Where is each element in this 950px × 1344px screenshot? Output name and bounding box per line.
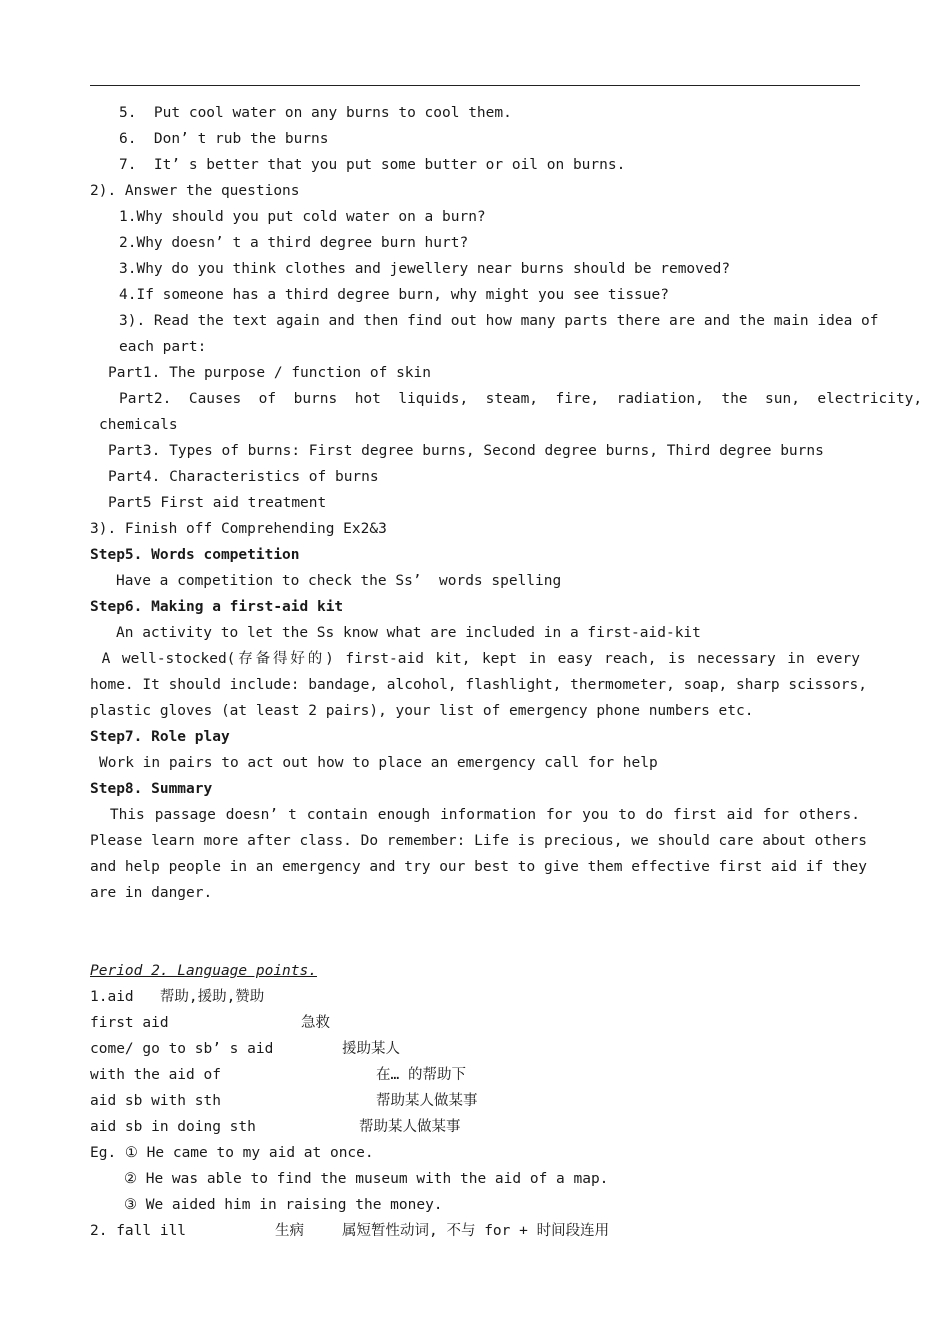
paragraph-line: This passage doesn’ t contain enough information for you to do first aid for others. [90, 807, 860, 823]
vocab-head: 1.aid 帮助,援助,赞助 [90, 989, 265, 1005]
step-text: An activity to let the Ss know what are included in a first-aid-kit [116, 625, 701, 641]
step-text: Work in pairs to act out how to place an emergency call for help [99, 755, 658, 771]
step-heading: Step6. Making a first-aid kit [90, 599, 344, 615]
paragraph-line: are in danger. [90, 885, 213, 901]
part-item: Part4. Characteristics of burns [108, 469, 379, 485]
step-heading: Step8. Summary [90, 781, 213, 797]
phrase-cn: 帮助某人做某事 [359, 1119, 461, 1135]
phrase-cn: 帮助某人做某事 [376, 1093, 478, 1109]
step-heading: Step5. Words competition [90, 547, 300, 563]
phrase-en: come/ go to sb’ s aid [90, 1041, 274, 1057]
section-heading: 3). Finish off Comprehending Ex2&3 [90, 521, 387, 537]
example: ② He was able to find the museum with the aid of a map. [124, 1171, 609, 1187]
question: 3.Why do you think clothes and jewellery near burns should be removed? [119, 261, 731, 277]
phrase-cn: 生病 [275, 1223, 304, 1239]
question: 2.Why doesn’ t a third degree burn hurt? [119, 235, 469, 251]
question: 1.Why should you put cold water on a burn? [119, 209, 486, 225]
part-item: Part1. The purpose / function of skin [108, 365, 432, 381]
phrase-cn: 在… 的帮助下 [376, 1067, 466, 1083]
phrase-en: first aid [90, 1015, 169, 1031]
example: Eg. ① He came to my aid at once. [90, 1145, 374, 1161]
phrase-en: aid sb with sth [90, 1093, 221, 1109]
instruction: each part: [119, 339, 207, 355]
part-item: chemicals [99, 417, 178, 433]
phrase-note: 属短暂性动词, 不与 for + 时间段连用 [342, 1223, 610, 1239]
paragraph-line: and help people in an emergency and try our best to give them effective first aid if they [90, 859, 867, 875]
part-item: Part3. Types of burns: First degree burns, Second degree burns, Third degree burns [108, 443, 824, 459]
part-item: Part5 First aid treatment [108, 495, 327, 511]
phrase-cn: 急救 [301, 1015, 330, 1031]
phrase-en: aid sb in doing sth [90, 1119, 256, 1135]
paragraph-line: A well-stocked(存备得好的) first-aid kit, kept in easy reach, is necessary in every [90, 651, 860, 667]
list-item: 5. Put cool water on any burns to cool them. [119, 105, 512, 121]
phrase-cn: 援助某人 [342, 1041, 400, 1057]
phrase-en: 2. fall ill [90, 1223, 187, 1239]
example: ③ We aided him in raising the money. [124, 1197, 443, 1213]
phrase-en: with the aid of [90, 1067, 221, 1083]
instruction: 3). Read the text again and then find out how many parts there are and the main idea of [119, 313, 879, 329]
question: 4.If someone has a third degree burn, why might you see tissue? [119, 287, 669, 303]
list-item: 7. It’ s better that you put some butter or oil on burns. [119, 157, 626, 173]
period-title: Period 2. Language points. [90, 963, 317, 979]
paragraph-line: plastic gloves (at least 2 pairs), your list of emergency phone numbers etc. [90, 703, 754, 719]
part-item: Part2. Causes of burns hot liquids, steam, fire, radiation, the sun, electricity, [119, 391, 923, 407]
header-rule [90, 85, 860, 86]
list-item: 6. Don’ t rub the burns [119, 131, 329, 147]
step-text: Have a competition to check the Ss’ words spelling [116, 573, 562, 589]
section-heading: 2). Answer the questions [90, 183, 300, 199]
step-heading: Step7. Role play [90, 729, 230, 745]
paragraph-line: Please learn more after class. Do remember: Life is precious, we should care about others [90, 833, 867, 849]
paragraph-line: home. It should include: bandage, alcohol, flashlight, thermometer, soap, sharp scissors, [90, 677, 867, 693]
